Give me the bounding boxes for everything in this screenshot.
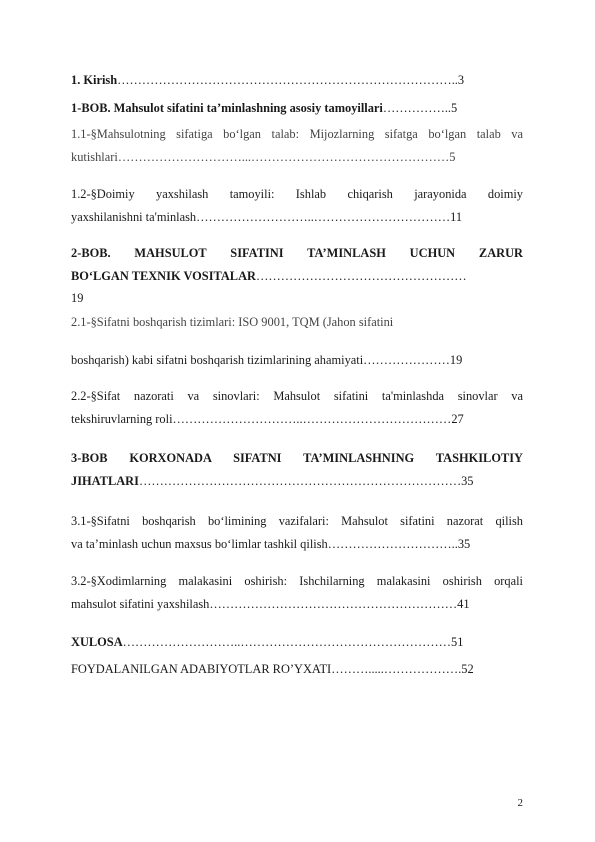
toc-dots: …………………………………………………………………… <box>138 474 462 488</box>
toc-entry-s21-line1[interactable] <box>71 314 523 330</box>
toc-entry-bob3-line2[interactable] <box>71 473 523 489</box>
toc-title: FOYDALANILGAN ADABIYOTLAR RO’YXATI <box>71 662 332 676</box>
toc-page: 35 <box>461 474 474 488</box>
toc-title-cont: va ta’minlash uchun maxsus bo‘limlar tashkil qilish <box>71 537 328 551</box>
toc-title-cont: JIHATLARI <box>71 474 139 488</box>
toc-entry-s22-line1[interactable] <box>71 388 523 404</box>
toc-page: 41 <box>457 597 470 611</box>
toc-entry-bob1[interactable] <box>71 100 523 116</box>
toc-dots: ………………………..…………………………………………… <box>122 635 451 649</box>
toc-dots: …………………………………………… <box>255 269 467 283</box>
toc-title-cont: BO‘LGAN TEXNIK VOSITALAR <box>71 269 256 283</box>
toc-dots: ………………………….. <box>327 537 458 551</box>
toc-page: 27 <box>451 412 464 426</box>
toc-entry-bob2-line1[interactable] <box>71 245 523 261</box>
toc-title-cont: tekshiruvlarning roli <box>71 412 173 426</box>
toc-page: 5 <box>451 101 458 115</box>
toc-page: 52 <box>461 662 474 676</box>
toc-entry-bob3-line1[interactable] <box>71 450 523 466</box>
toc-entry-s31-line2[interactable] <box>71 536 523 552</box>
toc-entry-s21-line2[interactable] <box>71 352 523 368</box>
toc-entry-bob2-line2[interactable] <box>71 268 523 284</box>
toc-dots: …………………………...………………………………………… <box>117 150 450 164</box>
toc-page: 19 <box>71 291 84 305</box>
toc-page: 3 <box>457 73 465 87</box>
toc-dots: ………………………..…………………………… <box>196 210 451 224</box>
toc-entry-adabiyotlar[interactable] <box>71 661 523 677</box>
toc-entry-s11-line2[interactable] <box>71 149 523 165</box>
toc-title: 2.2-§Sifat nazorati va sinovlari: Mahsulot sifatini ta'minlashda sinovlar va <box>71 389 523 403</box>
toc-dots: ……….....………………. <box>331 662 462 676</box>
toc-title: XULOSA <box>71 635 123 649</box>
toc-entry-xulosa[interactable] <box>71 634 523 650</box>
toc-dots: ………………… <box>363 353 450 367</box>
toc-title-cont: mahsulot sifatini yaxshilash <box>71 597 210 611</box>
toc-entry-s32-line1[interactable] <box>71 573 523 589</box>
toc-page: 35 <box>457 537 471 551</box>
toc-title: 3-BOB KORXONADA SIFATNI TA’MINLASHNING TASHKILOTIY <box>71 451 523 465</box>
toc-title-cont: boshqarish) kabi sifatni boshqarish tizimlarining ahamiyati <box>71 353 364 367</box>
toc-title: 1.1-§Mahsulotning sifatiga bo‘lgan talab: Mijozlarning sifatga bo‘lgan talab va <box>71 127 523 141</box>
toc-entry-s12-line2[interactable] <box>71 209 523 225</box>
toc-dots: …………………………..……………………………… <box>172 412 452 426</box>
toc-entry-s31-line1[interactable] <box>71 513 523 529</box>
toc-title: 3.1-§Sifatni boshqarish bo‘limining vazifalari: Mahsulot sifatini nazorat qilish <box>71 514 523 528</box>
toc-entry-s11-line1[interactable] <box>71 126 523 142</box>
toc-dots: ……………………………………………………………………….. <box>117 73 458 87</box>
toc-entry-s32-line2[interactable] <box>71 596 523 612</box>
toc-title: 3.2-§Xodimlarning malakasini oshirish: Ishchilarning malakasini oshirish orqali <box>71 574 523 588</box>
toc-entry-bob2-page <box>71 290 523 306</box>
toc-page: 19 <box>449 353 463 367</box>
toc-page: 51 <box>451 635 464 649</box>
toc-entry-kirish[interactable] <box>71 72 523 88</box>
toc-title: 2.1-§Sifatni boshqarish tizimlari: ISO 9001, TQM (Jahon sifatini <box>71 315 394 329</box>
toc-title-cont: yaxshilanishni ta'minlash <box>71 210 197 224</box>
toc-title: 1.2-§Doimiy yaxshilash tamoyili: Ishlab chiqarish jarayonida doimiy <box>71 187 523 201</box>
toc-page: 5 <box>449 150 456 164</box>
toc-title-cont: kutishlari <box>71 150 118 164</box>
page-number: 2 <box>517 797 523 809</box>
toc-title: 2-BOB. MAHSULOT SIFATINI TA’MINLASH UCHUN ZARUR <box>71 246 523 260</box>
toc-dots: …………………………………………………… <box>209 597 458 611</box>
toc-page: 11 <box>450 210 463 224</box>
toc-title: 1. Kirish <box>71 73 118 87</box>
toc-title: 1-BOB. Mahsulot sifatini ta’minlashning asosiy tamoyillari <box>71 101 383 115</box>
toc-entry-s22-line2[interactable] <box>71 411 523 427</box>
toc-entry-s12-line1[interactable] <box>71 186 523 202</box>
toc-dots: …………….. <box>382 101 452 115</box>
